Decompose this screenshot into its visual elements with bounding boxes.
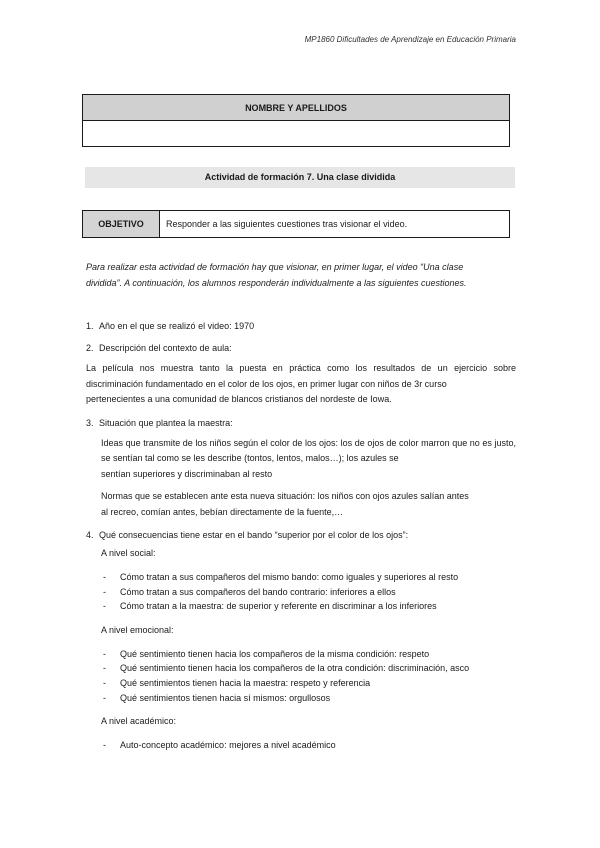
list-item-text: Qué sentimiento tienen hacia los compañeros de la misma condición: respeto xyxy=(120,648,430,659)
list-item-text: Qué sentimientos tienen hacia la maestra: respeto y referencia xyxy=(120,677,371,688)
bullet-dash: - xyxy=(103,601,106,612)
emotional-heading: A nivel emocional: xyxy=(101,624,174,635)
answer-2-main: La película nos muestra tanto la puesta en práctica como los resultados de un ejercicio sobre discriminación fundamentado en el color de los ojos, en primer lugar con niños de 3r curso xyxy=(86,363,516,389)
name-table xyxy=(82,94,510,147)
bullet-dash: - xyxy=(103,740,106,751)
answer-2 xyxy=(86,361,516,408)
question-3 xyxy=(86,415,516,431)
objective-table xyxy=(82,210,510,238)
question-2 xyxy=(86,340,516,356)
list-item xyxy=(86,691,516,706)
list-item xyxy=(86,661,516,676)
bullet-dash: - xyxy=(103,663,106,674)
question-text: Año en el que se realizó el video: 1970 xyxy=(99,321,255,331)
list-item-text: Qué sentimiento tienen hacia los compañeros de la otra condición: discriminación, asco xyxy=(120,663,470,674)
questions xyxy=(86,318,516,753)
answer-3-rules xyxy=(101,489,516,520)
question-number: 1. xyxy=(86,321,94,331)
objective-text: Responder a las siguientes cuestiones tras visionar el video. xyxy=(160,211,510,238)
bullet-dash: - xyxy=(103,586,106,597)
list-item-text: Cómo tratan a sus compañeros del mismo bando: como iguales y superiores al resto xyxy=(120,572,459,582)
list-item-text: Cómo tratan a la maestra: de superior y referente en discriminar a los inferiores xyxy=(120,601,437,612)
question-1 xyxy=(86,318,516,334)
list-item-text: Qué sentimientos tienen hacia sí mismos: orgullosos xyxy=(120,692,331,703)
academic-heading: A nivel académico: xyxy=(101,716,177,727)
list-item xyxy=(86,585,516,600)
list-item-text: Auto-concepto académico: mejores a nivel académico xyxy=(120,740,336,751)
list-item xyxy=(86,599,516,614)
intro-paragraph xyxy=(86,259,516,291)
answer-3-rules-main: Normas que se establecen ante esta nueva situación: los niños con ojos azules salían antes xyxy=(101,491,469,501)
bullet-dash: - xyxy=(103,677,106,688)
bullet-dash: - xyxy=(103,648,106,659)
name-field[interactable] xyxy=(83,121,510,147)
question-text: Descripción del contexto de aula: xyxy=(99,343,232,353)
question-number: 4. xyxy=(86,530,94,540)
social-heading: A nivel social: xyxy=(101,548,156,558)
emotional-list xyxy=(86,647,516,705)
objective-label: OBJETIVO xyxy=(83,211,160,238)
answer-3-ideas xyxy=(101,436,516,483)
course-header: MP1860 Dificultades de Aprendizaje en Educación Primaria xyxy=(304,35,516,44)
academic-list xyxy=(86,738,516,753)
name-heading: NOMBRE Y APELLIDOS xyxy=(83,95,510,121)
list-item xyxy=(86,647,516,662)
bullet-dash: - xyxy=(103,692,106,703)
social-list xyxy=(86,570,516,614)
answer-3-rules-last: al recreo, comían antes, bebían directamente de la fuente,… xyxy=(101,506,344,517)
list-item xyxy=(86,676,516,691)
list-item-text: Cómo tratan a sus compañeros del bando contrario: inferiores a ellos xyxy=(120,586,396,597)
question-4 xyxy=(86,527,516,543)
intro-line-2: dividida”. A continuación, los alumnos responderán individualmente a las siguientes cuestiones. xyxy=(86,278,467,288)
activity-title: Actividad de formación 7. Una clase dividida xyxy=(85,167,515,188)
question-text: Qué consecuencias tiene estar en el bando “superior por el color de los ojos”: xyxy=(99,530,409,540)
answer-3-ideas-last: sentían superiores y discriminaban al resto xyxy=(101,468,273,479)
bullet-dash: - xyxy=(103,572,106,582)
answer-3-ideas-main: Ideas que transmite de los niños según el color de los ojos: los de ojos de color marron que no es justo, se sentían tal como se les describe (tontos, lentos, malos…); los azules se xyxy=(101,437,516,463)
question-number: 3. xyxy=(86,417,94,428)
question-number: 2. xyxy=(86,343,94,353)
intro-line-1: Para realizar esta actividad de formación hay que visionar, en primer lugar, el video “Una clase xyxy=(86,262,464,272)
list-item xyxy=(86,570,516,585)
list-item xyxy=(86,738,516,753)
question-text: Situación que plantea la maestra: xyxy=(99,417,233,428)
answer-2-last: pertenecientes a una comunidad de blancos cristianos del nordeste de Iowa. xyxy=(86,394,392,404)
